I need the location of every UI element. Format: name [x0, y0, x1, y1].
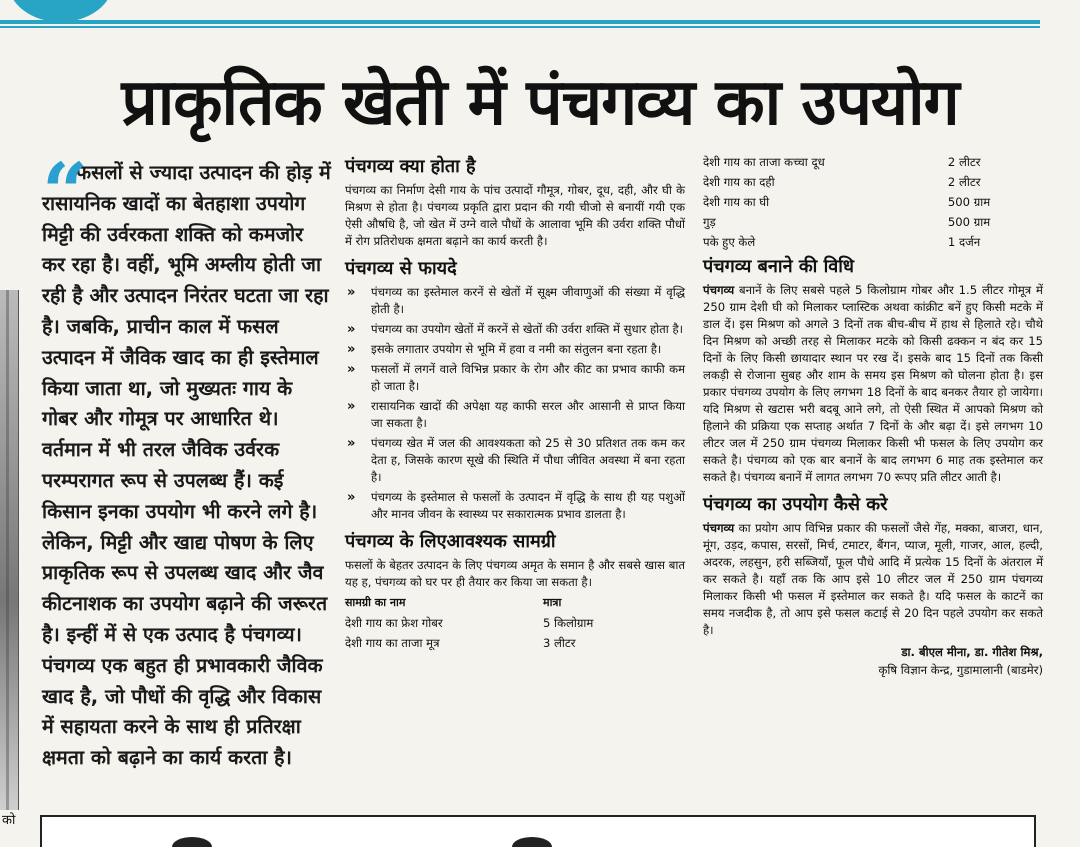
section-heading-method: पंचगव्य बनाने की विधि — [703, 256, 854, 277]
table-row: देशी गाय का ताजा कच्चा दूध 2 लीटर — [703, 155, 981, 169]
top-banner — [0, 0, 1080, 32]
cut-off-glyph — [172, 837, 212, 847]
author-names: डा. बीएल मीना, डा. गीतेश मिश्र, — [901, 645, 1043, 659]
author-affiliation: कृषि विज्ञान केन्द्र, गुडामालानी (बाडमेर) — [878, 663, 1043, 677]
right-column — [703, 152, 1043, 679]
materials-intro: फसलों के बेहतर उत्पादन के लिए पंचगव्य अमृत के समान है और सबसे खास बात यह ह, पंचगव्य को घर पर ही तैयार कर किया जा सकता है। — [345, 558, 685, 589]
list-item: » पंचगव्य का उपयोग खेतों में करनें से खेतों की उर्वरा शक्ति में सुधार होता है। — [347, 322, 684, 337]
cut-off-glyph — [512, 837, 552, 847]
table-row: पके हुए केले 1 दर्जन — [703, 235, 981, 249]
bullet-icon: » — [347, 322, 356, 337]
quote-mark-icon: “ — [42, 145, 89, 239]
table-row: गुड़ 500 ग्राम — [703, 215, 991, 229]
next-article-box — [40, 815, 1036, 847]
list-item: » पंचगव्य खेत में जल की आवश्यकता को 25 से 30 प्रतिशत तक कम कर देता ह, जिसके कारण सूखे की स्थिति में पौधा जीवित अवस्था में बना रहता है। — [347, 436, 685, 484]
list-item: » फसलों में लगनें वाले विभिन्न प्रकार के रोग और कीट का प्रभाव काफी कम हो जाता है। — [347, 362, 685, 393]
lead-paragraph — [42, 145, 332, 774]
section-heading-what-is: पंचगव्य क्या होता है — [345, 156, 476, 177]
table-row: देशी गाय का घी 500 ग्राम — [703, 195, 991, 209]
bullet-icon: » — [347, 490, 356, 505]
column-divider — [18, 290, 19, 810]
author-byline — [703, 643, 1043, 679]
section-heading-usage: पंचगव्य का उपयोग कैसे करे — [703, 494, 888, 515]
section-heading-benefits: पंचगव्य से फायदे — [345, 258, 457, 279]
logo-circle — [8, 0, 113, 22]
list-item: » पंचगव्य के इस्तेमाल से फसलों के उत्पादन में वृद्धि के साथ ही यह पशुओं और मानव जीवन के स्वास्थ्य पर सकारात्मक प्रभाव डालता है। — [347, 490, 685, 521]
usage-text: पंचगव्य का प्रयोग आप विभिन्न प्रकार की फसलों जैसे गेंह, मक्का, बाजरा, धान, मूंग, उड़द, कपास, सरसों, मिर्च, टमाटर, बैंगन, प्याज, मूली, गाजर, आल, हल्दी, अदरक, लहसुन, हरी सब्जियाँ, फूल पौधे आदि में प्रत्येक 15 दिनों के अंतराल में कर सकते है। यहाँ तक कि आप इसे 10 लीटर जल में 250 ग्राम पंचगव्य मिलाकर किसी भी फसल में इस्तेमाल कर सकते है। यदि फसल के काटनें का समय नजदीक है, तो आप इसे फसल कटाई से 20 दिन पहले उपयोग कर सकते है। — [703, 521, 1043, 637]
top-rule-thin — [0, 26, 1040, 28]
article-headline: प्राकृतिक खेती में पंचगव्य का उपयोग — [121, 66, 959, 140]
bullet-icon: » — [347, 362, 356, 377]
table-row: देशी गाय का ताजा मूत्र 3 लीटर — [345, 636, 576, 650]
ingredients-table-continued — [703, 152, 1033, 252]
bullet-icon: » — [347, 436, 356, 451]
materials-col-qty: मात्रा — [543, 596, 562, 609]
middle-column — [345, 152, 685, 653]
table-row: देशी गाय का दही 2 लीटर — [703, 175, 981, 189]
list-item: » इसके लगातार उपयोग से भूमि में हवा व नमी का संतुलन बना रहता है। — [347, 342, 662, 357]
bullet-icon: » — [347, 342, 356, 357]
what-is-text: पंचगव्य का निर्माण देसी गाय के पांच उत्पादों गौमूत्र, गोबर, दूध, दही, और घी के मिश्रण से होता है। पंचगव्य प्रकृति द्वारा प्रदान की गयी चीजो से बनायीं गयी एक ऐसी औषधि है, जो खेत में उग्ने वाले पौधों के आलावा भूमि की उर्वरा शक्ति पौधों में रोग प्रतिरोधक क्षमता बढ़ाने का कार्य करती है। — [345, 183, 685, 248]
materials-col-name: सामग्री का नाम — [345, 596, 406, 609]
top-rule — [0, 20, 1040, 24]
adjacent-text-fragment: को — [2, 813, 16, 828]
bullet-icon: » — [347, 285, 356, 300]
list-item: » रासायनिक खादों की अपेक्षा यह काफी सरल और आसानी से प्राप्त किया जा सकता है। — [347, 399, 685, 430]
adjacent-photo-strip — [0, 290, 18, 810]
benefits-list — [345, 284, 685, 523]
materials-table — [345, 593, 645, 653]
section-heading-materials: पंचगव्य के लिएआवश्यक सामग्री — [345, 531, 556, 552]
list-item: » पंचगव्य का इस्तेमाल करनें से खेतों में सूक्ष्म जीवाणुओं की संख्या में वृद्धि होती है। — [347, 285, 685, 316]
bullet-icon: » — [347, 399, 356, 414]
method-text: पंचगव्य बनानें के लिए सबसे पहले 5 किलोग्राम गोबर और 1.5 लीटर गोमूत्र में 250 ग्राम देशी घी को मिलाकर प्लास्टिक अथवा कांक्रीट बनें हुए किसी मटके में डाल दें। इस मिश्रण को अगले 3 दिनों तक बीच-बीच में हाथ से हिलाते रहे। चौथे दिन मिश्रण को अच्छी तरह से मिलाकर मटके को किसी ढक्कन न बंद कर 15 दिनों के लिए किसी छायादार स्थान पर रख दें। इसके बाद 15 दिनों तक किसी लकड़ी से रोजाना सुबह और शाम के समय इस मिश्रण को घोलना होता है। इस प्रकार पंचगव्य उपयोग के लिए लगभग 18 दिनों के बाद बनकर तैयार हो जायेगा। यदि मिश्रण से खटास भरी बदबू आने लगे, तो ऐसी स्थित में आपको मिश्रण को हिलाने की प्रक्रिया एक सप्ताह अर्थात 7 दिनों के और बढ़ा दें। इसे लगभग 10 लीटर जल में 250 ग्राम पंचगव्य मिलाकर किसी भी फसल के लिए उपयोग कर सकते है। पंचगव्य को एक बार बनानें के बाद लगभग 6 माह तक इस्तेमाल कर सकते है। पंचगव्य बनानें में लागत लगभग 70 रूपए प्रति लीटर आती है। — [703, 283, 1043, 484]
lead-text: फसलों से ज्यादा उत्पादन की होड़ में रासायनिक खादों का बेतहाशा उपयोग मिट्टी की उर्वरकता शक्ति को कमजोर कर रहा है। वहीं, भूमि अम्लीय होती जा रही है और उत्पादन निरंतर घटता जा रहा है। जबकि, प्राचीन काल में फसल उत्पादन में जैविक खाद का ही इस्तेमाल किया जाता था, जो मुख्यतः गाय के गोबर और गोमूत्र पर आधारित थे। वर्तमान में भी तरल जैविक उर्वरक परम्परागत रूप से उपलब्ध हैं। कई किसान इनका उपयोग भी करने लगे है। लेकिन, मिट्टी और खाद्य पोषण के लिए प्राकृतिक रूप से उपलब्ध खाद और जैव कीटनाशक का उपयोग बढ़ाने की जरूरत है। इन्हीं में से एक उत्पाद है पंचगव्य। पंचगव्य एक बहुत ही प्रभावकारी जैविक खाद है, जो पौधों की वृद्धि और विकास में सहायता करने के साथ ही प्रतिरक्षा क्षमता को बढ़ाने का कार्य करता है। — [42, 161, 331, 770]
table-row: देशी गाय का फ्रेश गोबर 5 किलोग्राम — [345, 616, 594, 630]
